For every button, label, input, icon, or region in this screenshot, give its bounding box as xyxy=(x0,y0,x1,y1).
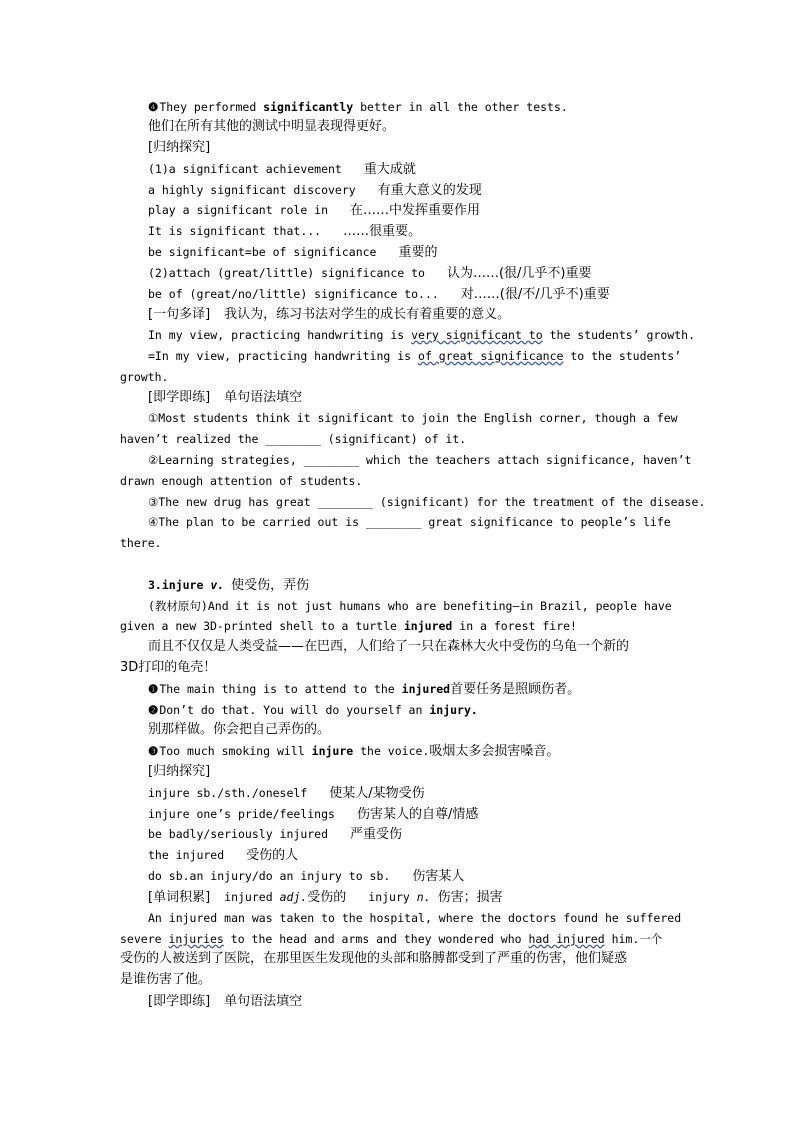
answer-blank[interactable]: ________ xyxy=(265,432,321,446)
example-translation: 受伤的人被送到了医院，在那里医生发现他的头部和胳膊都受到了严重的伤害，他们疑惑 xyxy=(120,951,628,966)
original-translation-cont: 3D打印的龟壳！ xyxy=(120,660,217,675)
practice-heading: [即学即练] 单句语法填空 xyxy=(148,390,303,405)
multi-translation-heading: [一句多译] 我认为，练习书法对学生的成长有着重要的意义。 xyxy=(148,307,511,322)
vocab-row: [单词积累] injured adj.受伤的 injury n. 伤害；损害 xyxy=(148,890,503,905)
summary-heading: [归纳探究] xyxy=(148,140,211,155)
example-3: ❸Too much smoking will injure the voice.吸烟太多会损害嗓音。 xyxy=(148,744,560,759)
example-sentence: An injured man was taken to the hospital, where the doctors found he suffered xyxy=(148,911,682,925)
summary-heading: [归纳探究] xyxy=(148,764,211,779)
original-translation: 而且不仅仅是人类受益——在巴西，人们给了一只在森林大火中受伤的乌龟一个新的 xyxy=(148,639,630,654)
multi-translation-2: =In my view, practicing handwriting is of great significance to the students’ xyxy=(148,349,682,363)
answer-blank[interactable]: ________ xyxy=(303,453,360,467)
example-2: ❷Don’t do that. You will do yourself an injury. xyxy=(148,703,478,717)
phrase-row: play a significant role in 在……中发挥重要作用 xyxy=(148,203,481,218)
practice-heading: [即学即练] 单句语法填空 xyxy=(148,994,303,1009)
phrase-row: be significant=be of significance 重要的 xyxy=(148,245,438,260)
phrase-row: (1)a significant achievement 重大成就 xyxy=(148,162,416,177)
example-translation-cont: 是谁伤害了他。 xyxy=(120,972,212,987)
question-4: ④The plan to be carried out is ________ great significance to people’s life xyxy=(148,512,671,532)
answer-blank[interactable]: ________ xyxy=(366,515,422,529)
multi-translation-1: In my view, practicing handwriting is very significant to the students’ growth. xyxy=(148,328,695,342)
phrase-row: injure sb./sth./oneself 使某人/某物受伤 xyxy=(148,786,425,801)
phrase-row: injure one’s pride/feelings 伤害某人的自尊/情感 xyxy=(148,807,479,822)
example-2-translation: 别那样做。你会把自己弄伤的。 xyxy=(148,722,331,737)
question-3: ③The new drug has great ________ (significant) for the treatment of the disease. xyxy=(148,492,705,512)
phrase-row: do sb.an injury/do an injury to sb. 伤害某人 xyxy=(148,869,465,884)
original-sentence: (教材原句)And it is not just humans who are benefiting—in Brazil, people have xyxy=(148,599,672,613)
question-1-cont: haven’t realized the ________ (significant) of it. xyxy=(120,429,466,449)
original-sentence-cont: given a new 3D-printed shell to a turtle injured in a forest fire! xyxy=(120,619,577,633)
question-1: ①Most students think it significant to join the English corner, though a few xyxy=(148,411,678,425)
question-2-cont: drawn enough attention of students. xyxy=(120,474,363,488)
phrase-row: It is significant that... ……很重要。 xyxy=(148,224,422,239)
answer-blank[interactable]: ________ xyxy=(317,495,373,509)
example-sentence-cont: severe injuries to the head and arms and they wondered who had injured him.一个 xyxy=(120,932,663,946)
question-4-cont: there. xyxy=(120,536,162,550)
phrase-row: the injured 受伤的人 xyxy=(148,848,299,863)
example-4: ❹They performed significantly better in all the other tests. xyxy=(148,100,568,114)
question-2: ②Learning strategies, ________ which the teachers attach significance, haven’t xyxy=(148,450,691,470)
phrase-row: be badly/seriously injured 严重受伤 xyxy=(148,827,403,842)
phrase-row: (2)attach (great/little) significance to 认为……(很/几乎不)重要 xyxy=(148,266,592,281)
example-1: ❶The main thing is to attend to the injured首要任务是照顾伤者。 xyxy=(148,682,581,697)
example-4-translation: 他们在所有其他的测试中明显表现得更好。 xyxy=(148,119,396,134)
phrase-row: a highly significant discovery 有重大意义的发现 xyxy=(148,183,482,198)
phrase-row: be of (great/no/little) significance to... 对……(很/不/几乎不)重要 xyxy=(148,287,610,302)
entry-heading: 3.injure v. 使受伤，弄伤 xyxy=(148,578,310,593)
multi-translation-2-cont: growth. xyxy=(120,370,169,384)
